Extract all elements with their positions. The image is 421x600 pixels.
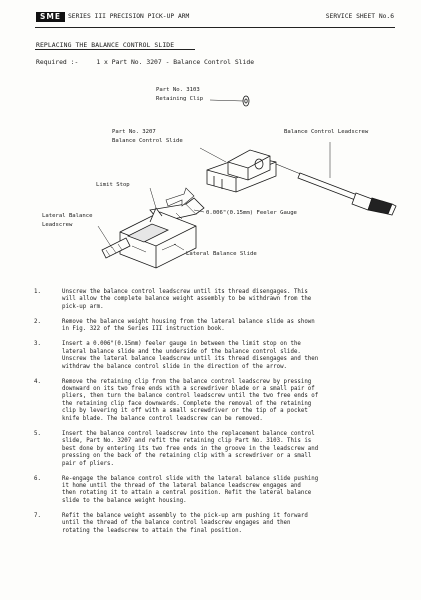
step-text: Insert a 0.006"(0.15mm) feeler gauge in between the limit stop on the lateral balance slide and the underside of the balance control slide. Unscrew the lateral balance leadscrew until its thread disengages and then withdraw the balance control slide in the direction of the arrow. xyxy=(62,341,319,370)
step-3 xyxy=(34,341,396,371)
instruction-steps xyxy=(34,289,396,543)
step-number: 3. xyxy=(34,341,41,348)
step-text: Remove the balance weight housing from the lateral balance slide as shown in Fig. 322 of the Series III instruction book. xyxy=(62,318,315,333)
label-lateral-slide: Lateral Balance Slide xyxy=(186,251,257,257)
step-number: 2. xyxy=(34,318,41,325)
leader-lateral-leadscrew xyxy=(98,226,112,248)
series-title: SERIES III PRECISION PICK-UP ARM xyxy=(68,13,190,20)
exploded-diagram xyxy=(0,0,421,290)
sme-logo: SME xyxy=(36,12,65,22)
label-lateral-line2: Leadscrew xyxy=(42,222,73,228)
step-6 xyxy=(34,476,396,506)
label-part-3207-line2: Balance Control Slide xyxy=(112,138,183,144)
label-feeler-gauge: 0.006"(0.15mm) Feeler Gauge xyxy=(206,210,297,216)
balance-control-slide-drawing xyxy=(207,150,276,192)
label-limit-stop: Limit Stop xyxy=(96,182,130,188)
label-part-3207-line1: Part No. 3207 xyxy=(112,129,156,135)
step-text: Re-engage the balance control slide with the lateral balance slide pushing it home until the thread of the lateral balance leadscrew engages and then rotating it to attain a central position. Refit the lateral balance slide to the balance weight housing. xyxy=(62,475,319,504)
service-sheet-number: SERVICE SHEET No.6 xyxy=(325,13,394,20)
page-title: REPLACING THE BALANCE CONTROL SLIDE xyxy=(36,41,175,49)
step-2 xyxy=(34,319,396,334)
step-text: Unscrew the balance control leadscrew until its thread disengages. This will allow the complete balance weight assembly to be withdrawn from the pick-up arm. xyxy=(62,289,312,310)
step-number: 6. xyxy=(34,475,41,482)
label-part-3103-line1: Part No. 3103 xyxy=(156,87,200,93)
step-text: Insert the balance control leadscrew into the replacement balance control slide, Part No. 3207 and refit the retaining clip Part No. 3103. This is best done by entering its two free ends in the groove in the leadscrew and pressing on the back of the retaining clip with a screwdriver or a small pair of pliers. xyxy=(62,430,319,467)
step-5 xyxy=(34,431,396,468)
retaining-clip-drawing xyxy=(243,96,249,106)
label-lateral-line1: Lateral Balance xyxy=(42,213,93,219)
step-number: 5. xyxy=(34,430,41,437)
step-1 xyxy=(34,289,396,311)
balance-control-leadscrew-drawing xyxy=(276,164,396,215)
required-label: Required :- xyxy=(36,58,79,66)
required-item: 1 x Part No. 3207 - Balance Control Slide xyxy=(96,58,255,66)
leader-retaining-clip xyxy=(210,100,243,101)
step-4 xyxy=(34,379,396,424)
step-number: 4. xyxy=(34,378,41,385)
label-leadscrew: Balance Control Leadscrew xyxy=(284,129,369,135)
leader-limit-stop xyxy=(150,188,156,208)
step-text: Remove the retaining clip from the balance control leadscrew by pressing downward on its two free ends with a screwdriver blade or a small pair of pliers, then turn the balance control leadscrew until the two free ends of the retaining clip face downwards. Complete the removal of the retaining clip by levering it off with a small screwdriver or the tip of a pocket knife blade. The balance control leadscrew can be removed. xyxy=(62,378,319,422)
lateral-balance-slide-drawing xyxy=(120,208,196,268)
step-number: 1. xyxy=(34,289,41,295)
step-7 xyxy=(34,513,396,535)
leader-control-slide xyxy=(200,148,226,162)
step-text: Refit the balance weight assembly to the pick-up arm pushing it forward until the thread of the balance control leadscrew engages and then rotating the leadscrew to attain the final position. xyxy=(62,512,308,534)
label-part-3103-line2: Retaining Clip xyxy=(156,96,204,102)
step-number: 7. xyxy=(34,512,41,519)
